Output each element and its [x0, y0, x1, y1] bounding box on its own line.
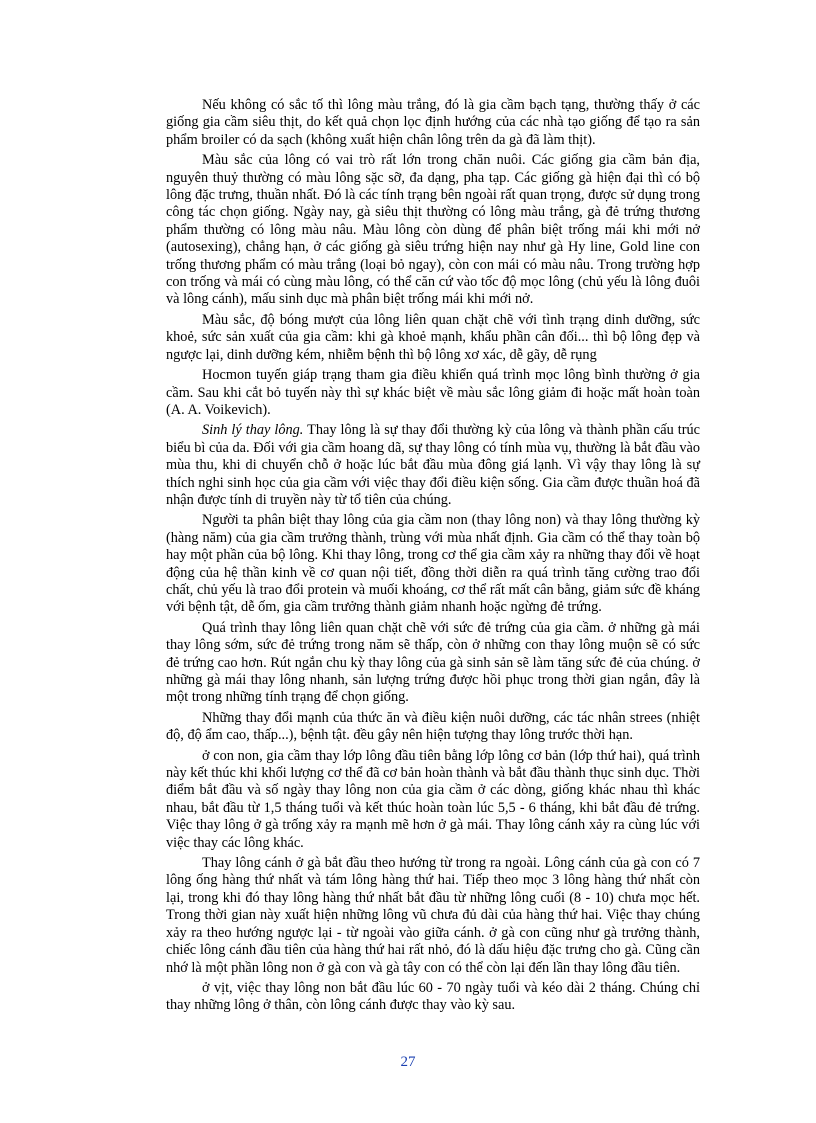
paragraph-8: Những thay đổi mạnh của thức ăn và điều kiện nuôi dưỡng, các tác nhân strees (nhiệt độ, độ ẩm cao, thấp...), bệnh tật. đều gây nên hiện tượng thay lông trước thời hạn. — [166, 709, 700, 744]
paragraph-3: Màu sắc, độ bóng mượt của lông liên quan chặt chẽ với tình trạng dinh dưỡng, sức khoẻ, sức sản xuất của gia cầm: khi gà khoẻ mạnh, khẩu phần cân đối... thì bộ lông đẹp và ngược lại, dinh dưỡng kém, nhiễm bệnh thì bộ lông xơ xác, dễ gãy, dễ rụng — [166, 311, 700, 363]
document-body — [166, 97, 700, 1018]
paragraph-7: Quá trình thay lông liên quan chặt chẽ với sức đẻ trứng của gia cầm. ở những gà mái thay lông sớm, sức đẻ trứng trong năm sẽ thấp, còn ở những con thay lông muộn sẽ có sức đẻ trứng cao hơn. Rút ngắn chu kỳ thay lông của gà sinh sản sẽ làm tăng sức đẻ của chúng. ở những gà mái thay lông nhanh, sản lượng trứng được hồi phục trong thời gian ngắn, đây là một trong những tính trạng để chọn giống. — [166, 619, 700, 706]
section-heading-italic: Sinh lý thay lông. — [202, 422, 304, 439]
paragraph-11: ở vịt, việc thay lông non bắt đầu lúc 60 - 70 ngày tuổi và kéo dài 2 tháng. Chúng chỉ thay những lông ở thân, còn lông cánh được thay vào kỳ sau. — [166, 979, 700, 1014]
paragraph-6: Người ta phân biệt thay lông của gia cầm non (thay lông non) và thay lông thường kỳ (hàng năm) của gia cầm trưởng thành, trùng với mùa nhất định. Gia cầm có thể thay toàn bộ hay một phần của bộ lông. Khi thay lông, trong cơ thể gia cầm xảy ra những thay đổi về hoạt động của hệ thần kinh về cơ quan nội tiết, đồng thời diễn ra quá trình tăng cường trao đổi chất, chủ yếu là trao đổi protein và muối khoáng, cơ thể rất mất cân bằng, giảm sức đề kháng với bệnh tật, dễ ốm, gia cầm trưởng thành giảm nhanh hoặc ngừng đẻ trứng. — [166, 512, 700, 616]
paragraph-4: Hocmon tuyến giáp trạng tham gia điều khiển quá trình mọc lông bình thường ở gia cầm. Sau khi cắt bỏ tuyến này thì sự khác biệt về màu sắc lông giảm đi hoặc mất hoàn toàn (A. A. Voikevich). — [166, 367, 700, 418]
paragraph-5-text: Thay lông là sự thay đổi thường kỳ của lông và thành phần cấu trúc biểu bì của da. Đối với gia cầm hoang dã, sự thay lông có tính mùa vụ, thường là bắt đầu vào mùa thu, khi di chuyển chỗ ở hoặc lúc bắt đầu mùa đông giá lạnh. Vì vậy thay lông là sự thích nghi sinh học của gia cầm với việc thay đổi điều kiện sống. Gia cầm được thuần hoá đã nhận được tính di truyền này từ tổ tiên của chúng. — [166, 422, 700, 508]
paragraph-9: ở con non, gia cầm thay lớp lông đầu tiên bằng lớp lông cơ bản (lớp thứ hai), quá trình này kết thúc khi khối lượng cơ thể đã cơ bản hoàn thành và bắt đầu thành thục sinh dục. Thời điểm bắt đầu và số ngày thay lông non của gia cầm ở các dòng, giống khác nhau thì khác nhau, bắt đầu từ 1,5 tháng tuổi và kết thúc hoàn toàn lúc 5,5 - 6 tháng, khi bắt đầu đẻ trứng. Việc thay lông ở gà trống xảy ra mạnh mẽ hơn ở gà mái. Thay lông cánh xảy ra cùng lúc với việc thay các lông khác. — [166, 747, 700, 851]
paragraph-5 — [166, 422, 700, 509]
paragraph-10: Thay lông cánh ở gà bắt đầu theo hướng từ trong ra ngoài. Lông cánh của gà con có 7 lông ống hàng thứ nhất và tám lông hàng thứ hai. Tiếp theo mọc 3 lông hàng thứ nhất còn lại, trong khi đó thay lông hàng thứ nhất bắt đầu từ những lông cuối (8 - 10) chưa mọc hết. Trong thời gian này xuất hiện những lông vũ chưa đủ dài của hàng thứ hai. Việc thay chúng xảy ra theo hướng ngược lại - từ ngoài vào giữa cánh. ở gà con cũng như gà trưởng thành, chiếc lông cánh đầu tiên của hàng thứ hai rất nhỏ, đó là dấu hiệu đặc trưng cho gà. Cũng cần nhớ là một phần lông non ở gà con và gà tây con có thể còn lại đến lần thay lông đầu tiên. — [166, 855, 700, 976]
paragraph-2: Màu sắc của lông có vai trò rất lớn trong chăn nuôi. Các giống gia cầm bản địa, nguyên thuỷ thường có màu lông sặc sỡ, đa dạng, pha tạp. Các giống gà hiện đại thì có bộ lông đặc trưng, thuần nhất. Đó là các tính trạng bên ngoài rất quan trọng, được sử dụng trong công tác chọn giống. Ngày nay, gà siêu thịt thường có lông màu trắng, gà đẻ trứng thương phẩm thường có lông màu nâu. Màu lông còn dùng để phân biệt trống mái khi mới nở (autosexing), chẳng hạn, ở các giống gà siêu trứng hiện nay như gà Hy line, Gold line con trống thương phẩm có màu trắng (loại bỏ ngay), còn con mái có màu nâu. Trong trường hợp con trống và mái có cùng màu lông, có thể căn cứ vào tốc độ mọc lông (chủ yếu là lông đuôi và lông cánh), mấu sinh dục mà phân biệt trống mái khi mới nở. — [166, 152, 700, 308]
paragraph-1: Nếu không có sắc tố thì lông màu trắng, đó là gia cầm bạch tạng, thường thấy ở các giống gia cầm siêu thịt, do kết quả chọn lọc định hướng của các nhà tạo giống để tạo ra sản phẩm broiler có da sạch (không xuất hiện chân lông trên da gà đã làm thịt). — [166, 97, 700, 148]
page-number: 27 — [400, 1054, 416, 1070]
